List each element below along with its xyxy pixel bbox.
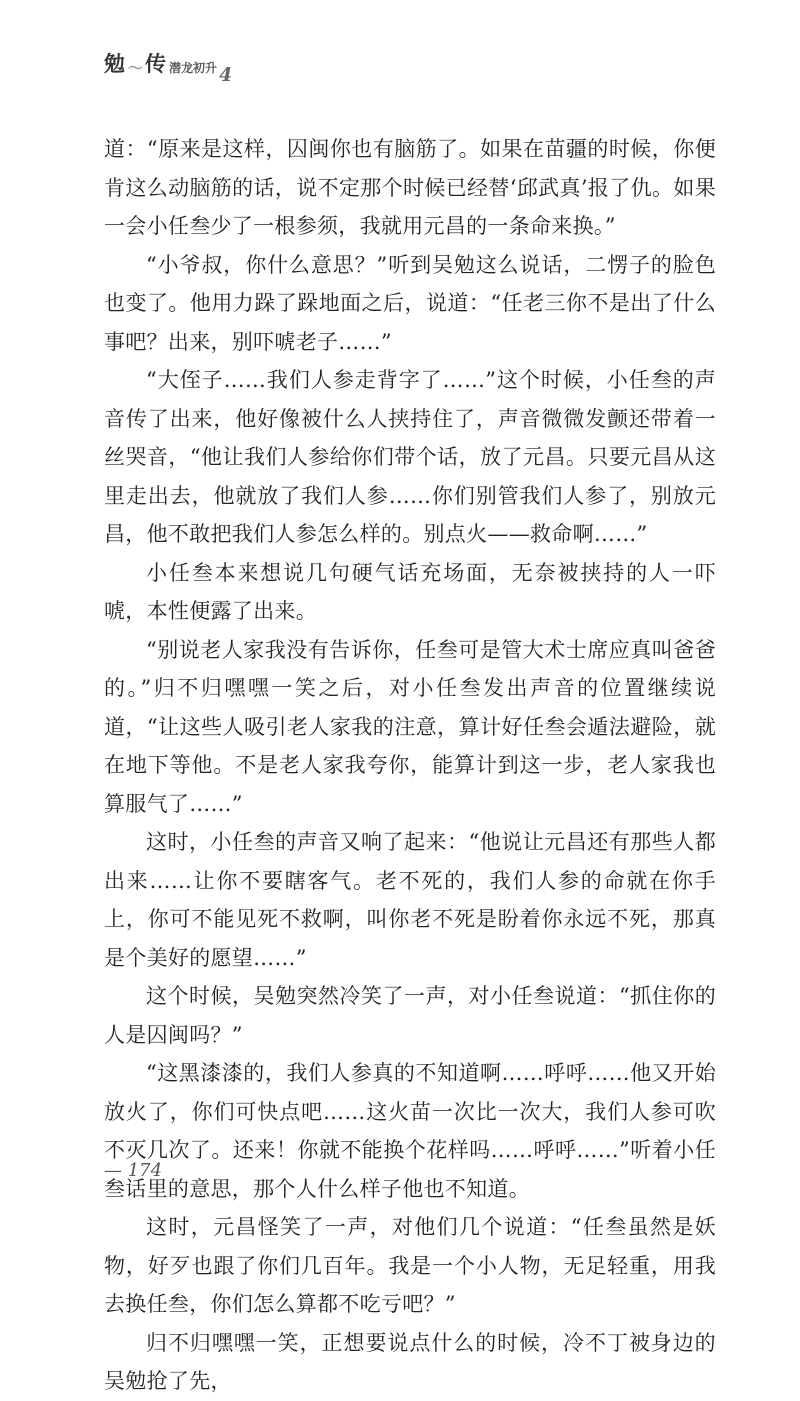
running-header (104, 48, 233, 86)
paragraph: “小爷叔，你什么意思？”听到吴勉这么说话，二愣子的脸色也变了。他用力跺了跺地面之后，说道：“任老三你不是出了什么事吧？出来，别吓唬老子……” (104, 252, 716, 354)
paragraph: 道：“原来是这样，囚闽你也有脑筋了。如果在苗疆的时候，你便肯这么动脑筋的话，说不定那个时候已经替‘邱武真’报了仇。如果一会小任叁少了一根参须，我就用元昌的一条命来换。” (104, 137, 716, 238)
page-number: — 174 (104, 1160, 163, 1181)
paragraph: “这黑漆漆的，我们人参真的不知道啊……呼呼……他又开始放火了，你们可快点吧……这火苗一次比一次大，我们人参可吹不灭几次了。还来！你就不能换个花样吗……呼呼……”听着小任叁话里的意思，那个人什么样子他也不知道。 (104, 1061, 716, 1201)
header-title-char-2: 传 (145, 51, 167, 76)
page-body (104, 130, 716, 1401)
header-subtitle: 潜龙初升 (169, 61, 218, 75)
paragraph: 小任叁本来想说几句硬气话充场面，无奈被挟持的人一吓唬，本性便露了出来。 (104, 560, 716, 623)
paragraph: 这时，元昌怪笑了一声，对他们几个说道：“任叁虽然是妖物，好歹也跟了你们几百年。我是一个小人物，无足轻重，用我去换任叁，你们怎么算都不吃亏吧？” (104, 1215, 716, 1316)
header-volume-number: 4 (219, 64, 233, 86)
header-title-char-1: 勉 (104, 51, 125, 76)
paragraph: 这时，小任叁的声音又响了起来：“他说让元昌还有那些人都出来……让你不要瞎客气。老不死的，我们人参的命就在你手上，你可不能见死不救啊，叫你老不死是盼着你永远不死，那真是个美好的愿望……” (104, 830, 716, 970)
header-decoration-mark: 〜 (128, 59, 144, 77)
paragraph: “大侄子……我们人参走背字了……”这个时候，小任叁的声音传了出来，他好像被什么人挟持住了，声音微微发颤还带着一丝哭音，“他让我们人参给你们带个话，放了元昌。只要元昌从这里走出去，他就放了我们人参……你们别管我们人参了，别放元昌，他不敢把我们人参怎么样的。别点火——救命啊……” (104, 368, 716, 546)
paragraph: 这个时候，吴勉突然冷笑了一声，对小任叁说道：“抓住你的人是囚闽吗？” (104, 984, 716, 1047)
paragraph: 归不归嘿嘿一笑，正想要说点什么的时候，冷不丁被身边的吴勉抢了先， (104, 1330, 716, 1393)
paragraph: “别说老人家我没有告诉你，任叁可是管大术士席应真叫爸爸的。”归不归嘿嘿一笑之后，对小任叁发出声音的位置继续说道，“让这些人吸引老人家我的注意，算计好任叁会遁法避险，就在地下等他。不是老人家我夸你，能算计到这一步，老人家我也算服气了……” (104, 637, 716, 816)
